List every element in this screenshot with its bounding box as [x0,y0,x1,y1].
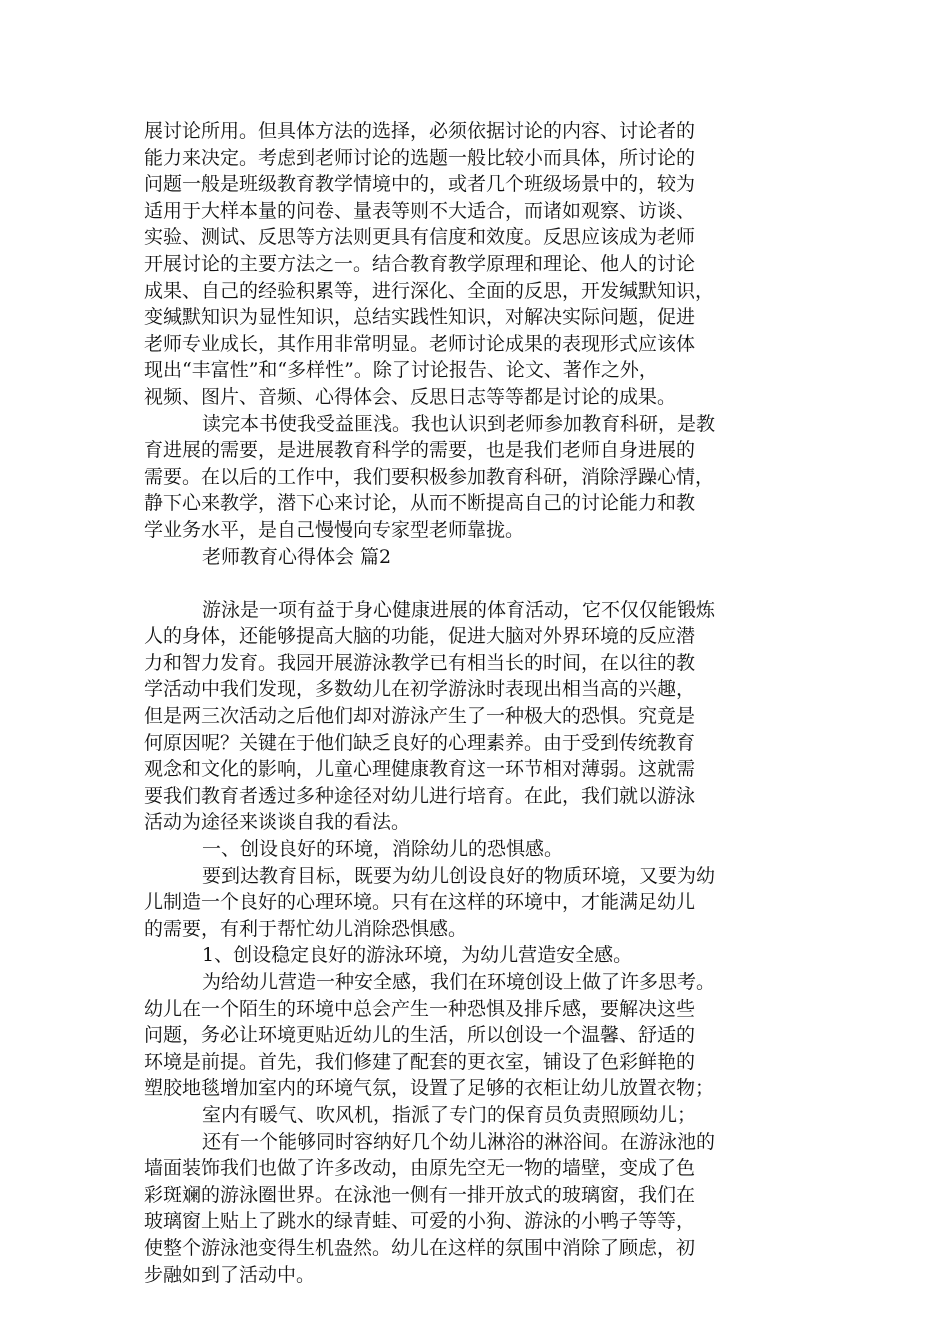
text-line: 问题，务必让环境更贴近幼儿的生活，所以创设一个温馨、舒适的 [144,1024,696,1047]
text-line: 为给幼儿营造一种安全感，我们在环境创设上做了许多思考。 [202,971,716,993]
text-line: 要到达教育目标，既要为幼儿创设良好的物质环境，又要为幼 [202,864,716,887]
text-line: 现出“丰富性”和“多样性”。除了讨论报告、论文、著作之外， [144,359,658,382]
text-line: 何原因呢？关键在于他们缺乏良好的心理素养。由于受到传统教育 [144,731,696,754]
text-line: 还有一个能够同时容纳好几个幼儿淋浴的淋浴间。在游泳池的 [202,1130,716,1153]
text-line: 实验、测试、反思等方法则更具有信度和效度。反思应该成为老师 [144,226,696,249]
text-line: 学业务水平，是自己慢慢向专家型老师靠拢。 [144,518,525,541]
text-line: 环境是前提。首先，我们修建了配套的更衣室，铺设了色彩鲜艳的 [144,1050,696,1073]
document-body [144,118,814,1288]
text-line: 步融如到了活动中。 [144,1263,316,1286]
text-line: 静下心来教学，潜下心来讨论，从而不断提高自己的讨论能力和教 [144,492,696,515]
text-line: 视频、图片、音频、心得体会、反思日志等等都是讨论的成果。 [144,385,677,408]
subheading: 1、创设稳定良好的游泳环境，为幼儿营造安全感。 [202,944,633,967]
text-line: 力和智力发育。我园开展游泳教学已有相当长的时间，在以往的教 [144,651,696,674]
text-line: 成果、自己的经验积累等，进行深化、全面的反思，开发缄默知识， [144,279,715,302]
text-line: 人的身体，还能够提高大脑的功能，促进大脑对外界环境的反应潜 [144,625,696,648]
text-line: 儿制造一个良好的心理环境。只有在这样的环境中，才能满足幼儿 [144,891,696,914]
text-line: 观念和文化的影响，儿童心理健康教育这一环节相对薄弱。这就需 [144,758,696,781]
text-line: 要我们教育者透过多种途径对幼儿进行培育。在此，我们就以游泳 [144,784,696,807]
text-line: 学活动中我们发现，多数幼儿在初学游泳时表现出相当高的兴趣， [144,678,696,701]
text-line: 老师专业成长，其作用非常明显。老师讨论成果的表现形式应该体 [144,332,696,355]
text-line: 游泳是一项有益于身心健康进展的体育活动，它不仅仅能锻炼 [202,598,716,621]
text-line: 适用于大样本量的问卷、量表等则不大适合，而诸如观察、访谈、 [144,199,696,222]
text-line: 墙面装饰我们也做了许多改动，由原先空无一物的墙壁，变成了色 [144,1157,696,1180]
text-line: 活动为途径来谈谈自我的看法。 [144,811,411,834]
text-line: 需要。在以后的工作中，我们要积极参加教育科研，消除浮躁心情， [144,465,715,488]
text-line: 塑胶地毯增加室内的环境气氛，设置了足够的衣柜让幼儿放置衣物； [144,1077,715,1100]
text-line: 幼儿在一个陌生的环境中总会产生一种恐惧及排斥感，要解决这些 [144,997,696,1020]
text-line: 开展讨论的主要方法之一。结合教育教学原理和理论、他人的讨论 [144,252,696,275]
text-line: 但是两三次活动之后他们却对游泳产生了一种极大的恐惧。究竟是 [144,705,696,728]
text-line: 彩斑斓的游泳圈世界。在泳池一侧有一排开放式的玻璃窗，我们在 [144,1183,696,1206]
section-heading: 老师教育心得体会 篇2 [202,545,392,568]
text-line: 展讨论所用。但具体方法的选择，必须依据讨论的内容、讨论者的 [144,120,696,142]
text-line: 使整个游泳池变得生机盎然。幼儿在这样的氛围中消除了顾虑，初 [144,1236,696,1259]
text-line: 育进展的需要，是进展教育科学的需要，也是我们老师自身进展的 [144,439,696,462]
text-line: 玻璃窗上贴上了跳水的绿青蛙、可爱的小狗、游泳的小鸭子等等， [144,1210,696,1233]
text-line: 问题一般是班级教育教学情境中的，或者几个班级场景中的，较为 [144,173,696,196]
subheading: 一、创设良好的环境，消除幼儿的恐惧感。 [202,838,564,861]
text-line: 的需要，有利于帮忙幼儿消除恐惧感。 [144,917,468,940]
text-line: 能力来决定。考虑到老师讨论的选题一般比较小而具体，所讨论的 [144,146,696,169]
blank-line [144,570,814,597]
text-line: 读完本书使我受益匪浅。我也认识到老师参加教育科研，是教 [202,412,716,435]
text-line: 室内有暖气、吹风机，指派了专门的保育员负责照顾幼儿； [202,1103,697,1126]
text-line: 变缄默知识为显性知识，总结实践性知识，对解决实际问题，促进 [144,306,696,329]
